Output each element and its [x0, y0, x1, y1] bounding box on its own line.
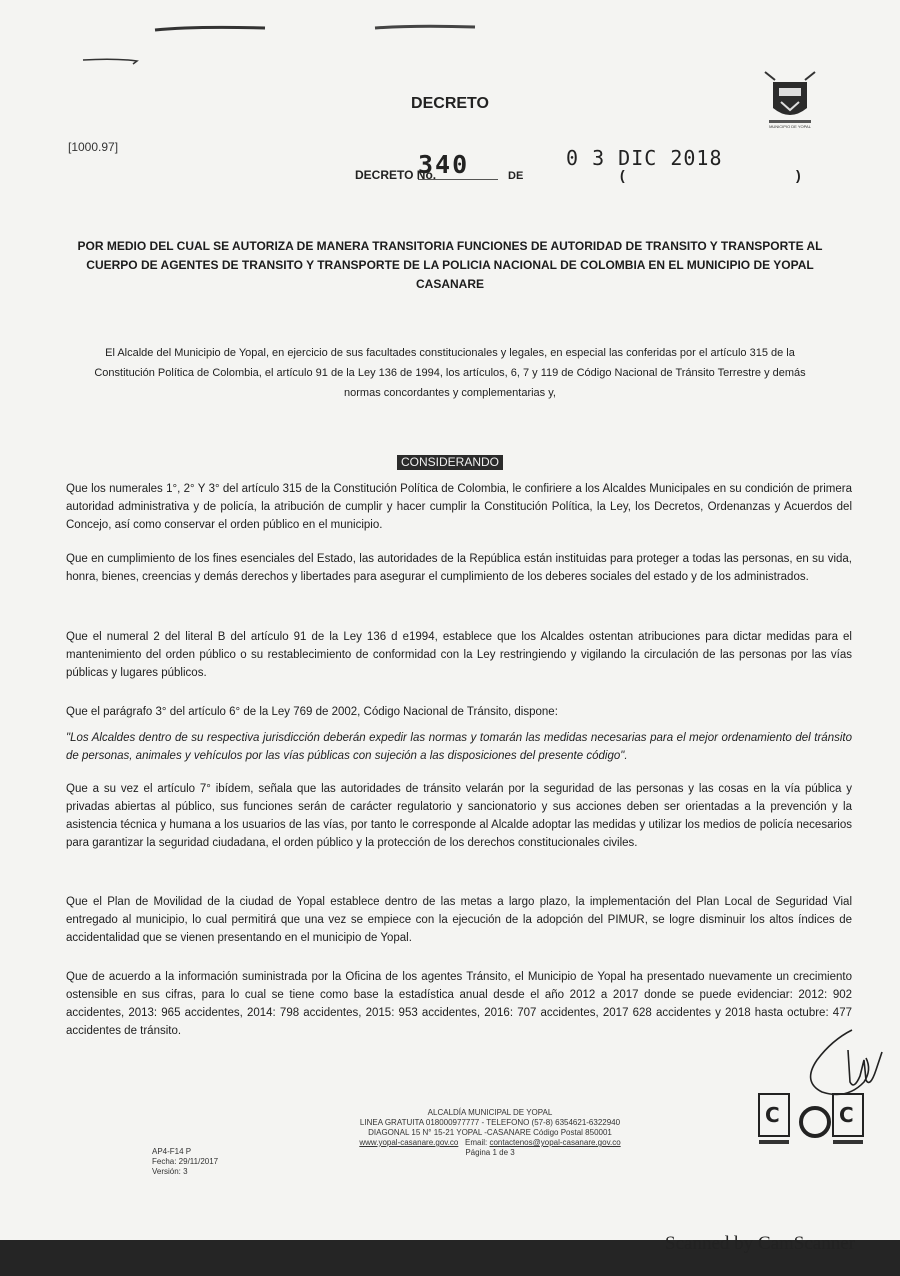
paragraph-7: Que de acuerdo a la información suministrada por la Oficina de los agentes Tránsito, el Municipio de Yopal ha presentado nuevamente un crecimiento ostensible en sus cifras, para lo cual se tiene como base la estadística anual desde el año 2012 a 2017 donde se puede evidenciar: 2012: 902 accidentes, 2013: 965 accidentes, 2014: 798 accidentes, 2015: 953 accidentes, 2016: 707 accidentes, 2017 628 accidentes y 2018 hasta octubre: 477 accidentes de tránsito.	[66, 971, 852, 1037]
decree-heading: POR MEDIO DEL CUAL SE AUTORIZA DE MANERA TRANSITORIA FUNCIONES DE AUTORIDAD DE TRANSITO Y TRANSPORTE AL CUERPO DE AGENTES DE TRANSITO Y TRANSPORTE DE LA POLICIA NACIONAL DE COLOMBIA EN EL MUNICIPIO DE YOPAL CASANARE	[77, 239, 823, 291]
paragraph-1: Que los numerales 1°, 2° Y 3° del artículo 315 de la Constitución Política de Colombia, le confiriere a los Alcaldes Municipales en su condición de primera autoridad administrativa y de policía, la atribución de cumplir y hacer cumplir la Constitución Política, la Ley, los Decretos, Ordenanzas y Acuerdos del Concejo, así como conservar el orden público en el municipio.	[66, 483, 852, 531]
certification-logos-icon	[755, 1090, 865, 1152]
paragraph-3: Que el numeral 2 del literal B del artículo 91 de la Ley 136 d e1994, establece que los Alcaldes ostentan atribuciones para dictar medidas para el mantenimiento del orden público o su restablecimiento de conformidad con la Ley restringiendo y vigilando la circulación de las personas por las vías públicas y lugares públicos.	[66, 631, 852, 679]
paragraph-2: Que en cumplimiento de los fines esenciales del Estado, las autoridades de la República están instituidas para proteger a todas las personas, en su vida, honra, bienes, creencias y demás derechos y libertades para asegurar el cumplimiento de los deberes sociales del estado y de los administrados.	[66, 553, 852, 583]
quote-paragraph: "Los Alcaldes dentro de su respectiva jurisdicción deberán expedir las normas y tomarán las medidas necesarias para el mejor ordenamiento del tránsito de personas, animales y vehículos por las vías públicas con sujeción a las disposiciones del presente código".	[66, 732, 852, 762]
document-title: DECRETO	[411, 95, 489, 112]
crest-caption: MUNICIPIO DE YOPAL	[769, 124, 811, 129]
decree-label: DECRETO No.	[355, 168, 437, 182]
form-date: Fecha: 29/11/2017	[152, 1157, 219, 1166]
considerando-label: CONSIDERANDO	[397, 455, 503, 470]
intro-paragraph: El Alcalde del Municipio de Yopal, en ejercicio de sus facultades constitucionales y legales, en especial las conferidas por el artículo 315 de la Constitución Política de Colombia, el artículo 91 de la Ley 136 de 1994, los artículos, 6, 7 y 119 de Código Nacional de Tránsito Terrestre y demás normas concordantes y complementarias y,	[94, 347, 806, 399]
footer-email-label: Email:	[465, 1138, 488, 1147]
form-version: Versión: 3	[152, 1167, 188, 1176]
form-code: AP4-F14 P	[152, 1147, 192, 1156]
decree-date-stamp: 0 3 DIC 2018	[566, 146, 723, 170]
paren-close: )	[796, 167, 801, 183]
footer-address: DIAGONAL 15 N° 15-21 YOPAL -CASANARE Código Postal 850001	[368, 1128, 612, 1137]
reference-code: [1000.97]	[68, 140, 119, 154]
svg-text:C: C	[765, 1103, 780, 1127]
paragraph-6: Que el Plan de Movilidad de la ciudad de Yopal establece dentro de las metas a largo plazo, la implementación del Plan Local de Seguridad Vial entregado al municipio, lo cual permitirá que una vez se empiece con la ejecución de la adopción del PIMUR, se logre disminuir los altos índices de accidentalidad que se vienen presentando en el municipio de Yopal.	[66, 896, 852, 944]
footer-page-number: Página 1 de 3	[465, 1148, 515, 1157]
considerando-wrap	[0, 453, 900, 471]
decree-number: 340	[418, 150, 498, 180]
footer-contact	[300, 1108, 680, 1158]
paragraph-4: Que el parágrafo 3° del artículo 6° de la Ley 769 de 2002, Código Nacional de Tránsito, dispone:	[66, 706, 558, 718]
paren-open: (	[620, 167, 625, 183]
form-info	[152, 1147, 218, 1177]
decree-de-label: DE	[508, 170, 524, 182]
paragraph-5: Que a su vez el artículo 7° ibídem, señala que las autoridades de tránsito velarán por la seguridad de las personas y las cosas en la vía pública y privadas abiertas al público, sus funciones serán de carácter regulatorio y sancionatorio y sus acciones deben ser orientadas a la prevención y la asistencia técnica y humana a los usuarios de las vías, por tanto le corresponde al Alcalde adoptar las medidas y utilizar los medios de policía necesarios para garantizar la seguridad ciudadana, el orden público y la protección de los derechos constitucionales civiles.	[66, 783, 852, 849]
footer-phones: LINEA GRATUITA 018000977777 - TELEFONO (57-8) 6354621-6322940	[359, 1118, 621, 1127]
handwritten-mark	[75, 20, 525, 75]
footer-website-link[interactable]: www.yopal-casanare.gov.co	[359, 1138, 459, 1147]
svg-text:C: C	[839, 1103, 854, 1127]
footer-web-line	[300, 1138, 680, 1148]
footer-office: ALCALDÍA MUNICIPAL DE YOPAL	[427, 1108, 553, 1117]
footer-email-link[interactable]: contactenos@yopal-casanare.gov.co	[489, 1138, 621, 1147]
scanner-watermark: Scanned by CamScanner	[665, 1233, 855, 1254]
